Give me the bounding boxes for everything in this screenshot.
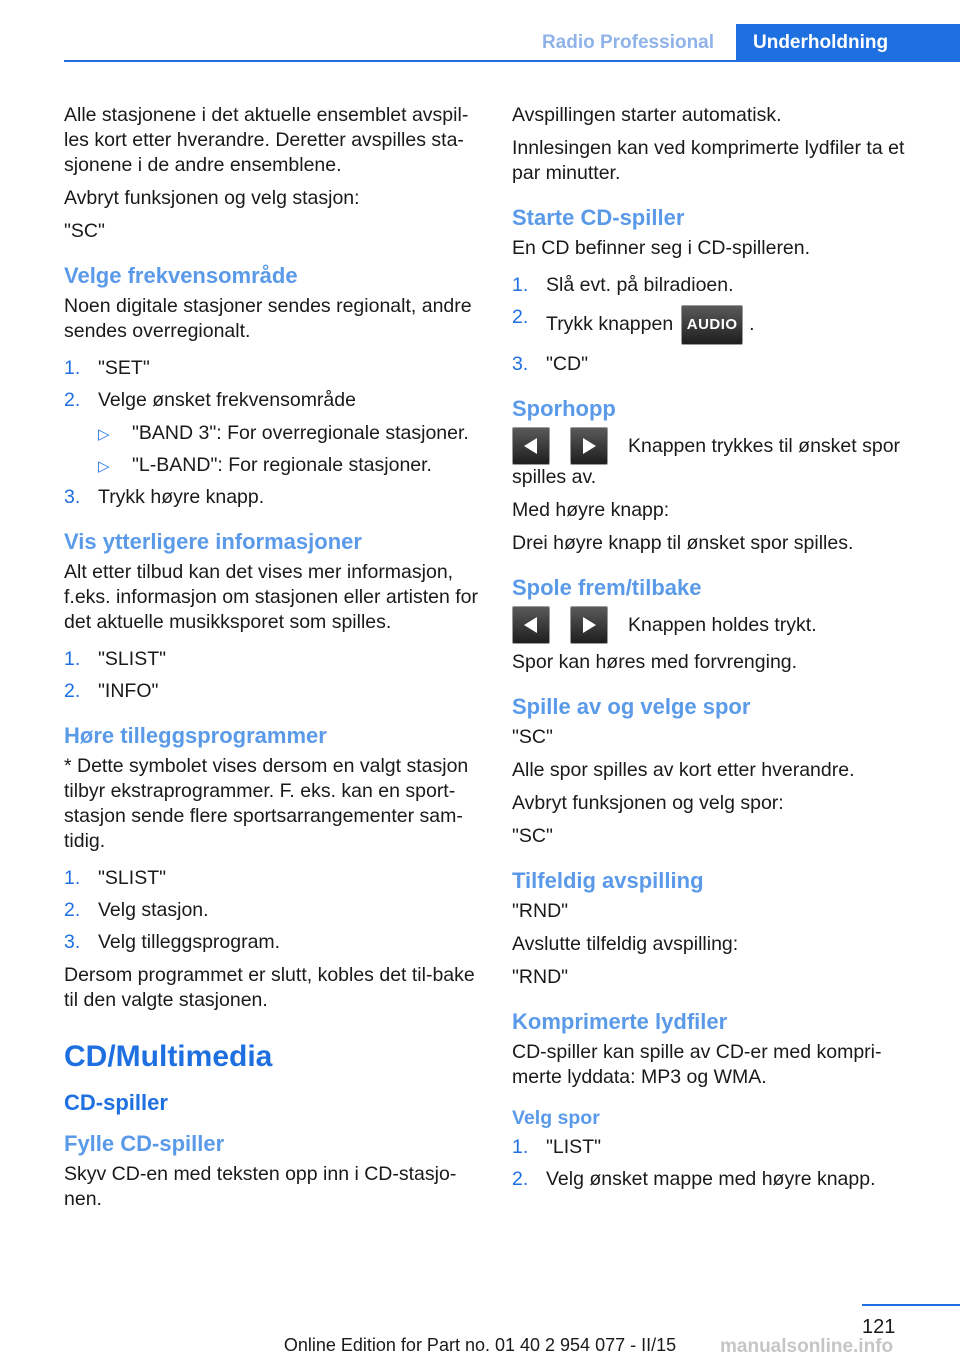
paragraph: Alt etter tilbud kan det vises mer informasjon, f.eks. informasjon om stasjonen eller artisten for det aktuelle musikksporet som spilles. [64, 561, 479, 633]
right-column [512, 103, 930, 1200]
paragraph: Med høyre knapp: [512, 499, 670, 521]
paragraph: Alle spor spilles av kort etter hverandre. [512, 759, 855, 781]
arrow-right-icon [570, 606, 608, 644]
list-item: 1. "SLIST" [64, 867, 167, 889]
footer-rule [862, 1304, 960, 1306]
paragraph: CD-spiller kan spille av CD-er med kompri-merte lyddata: MP3 og WMA. [512, 1041, 882, 1088]
paragraph: "SC" [64, 220, 105, 242]
heading-velg-spor: Velg spor [512, 1107, 600, 1129]
heading-cd-spiller: CD-spiller [64, 1090, 168, 1115]
arrow-right-icon [570, 427, 608, 465]
seek-buttons-row [512, 606, 930, 644]
heading-fylle-cd-spiller: Fylle CD-spiller [64, 1131, 225, 1156]
steps-list [64, 647, 484, 704]
list-item: 2. Velg ønsket mappe med høyre knapp. [512, 1168, 876, 1190]
list-item: 3. "CD" [512, 353, 589, 375]
list-item: 2. "INFO" [64, 680, 159, 702]
audio-button-icon: AUDIO [681, 305, 743, 345]
paragraph: Drei høyre knapp til ønsket spor spilles. [512, 532, 854, 554]
paragraph: En CD befinner seg i CD-spilleren. [512, 237, 811, 259]
paragraph: Alle stasjonene i det aktuelle ensemblet avspil-les kort etter hverandre. Deretter avspilles sta-sjonene i de andre ensemblene. [64, 104, 469, 176]
steps-list [512, 273, 930, 377]
paragraph: "RND" [512, 966, 569, 988]
list-item: 1. Slå evt. på bilradioen. [512, 274, 734, 296]
arrow-left-icon [512, 606, 550, 644]
triangle-bullet-icon: ▷ [98, 426, 110, 443]
paragraph: Spor kan høres med forvrenging. [512, 651, 798, 673]
heading-starte-cd-spiller: Starte CD-spiller [512, 205, 685, 230]
list-item: 2. Trykk knappen AUDIO . [512, 305, 930, 345]
sub-list [98, 421, 484, 478]
steps-list [64, 356, 484, 510]
triangle-bullet-icon: ▷ [98, 458, 110, 475]
list-item: 3. Trykk høyre knapp. [64, 486, 265, 508]
header-rule [64, 60, 960, 62]
watermark: manualsonline.info [720, 1336, 894, 1357]
paragraph: Dersom programmet er slutt, kobles det til-bake til den valgte stasjonen. [64, 964, 475, 1011]
paragraph: Avslutte tilfeldig avspilling: [512, 933, 739, 955]
arrow-left-icon [512, 427, 550, 465]
list-item: 1. "SLIST" [64, 648, 167, 670]
steps-list [64, 866, 484, 955]
heading-komprimerte-lydfiler: Komprimerte lydfiler [512, 1009, 728, 1034]
heading-tilfeldig-avspilling: Tilfeldig avspilling [512, 868, 704, 893]
paragraph: Avspillingen starter automatisk. [512, 104, 782, 126]
paragraph: Avbryt funksjonen og velg spor: [512, 792, 784, 814]
list-item: 1. "LIST" [512, 1136, 602, 1158]
header-tab-underholdning: Underholdning [736, 24, 960, 62]
heading-velge-frekvensomrade: Velge frekvensområde [64, 263, 298, 288]
paragraph: spilles av. [512, 466, 597, 488]
paragraph: "SC" [512, 825, 553, 847]
heading-cd-multimedia: CD/Multimedia [64, 1040, 273, 1073]
sub-list-item: ▷ "L-BAND": For regionale stasjoner. [98, 453, 484, 478]
paragraph: * Dette symbolet vises dersom en valgt stasjon tilbyr ekstraprogrammer. F. eks. kan en sport-stasjon sende flere sportsarrangementer sam-tidig. [64, 755, 469, 852]
list-item: 3. Velg tilleggsprogram. [64, 931, 281, 953]
heading-spille-av-og-velge-spor: Spille av og velge spor [512, 694, 751, 719]
paragraph: Skyv CD-en med teksten opp inn i CD-stasjo-nen. [64, 1163, 457, 1210]
heading-spole-frem-tilbake: Spole frem/tilbake [512, 575, 702, 600]
steps-list [512, 1135, 930, 1192]
list-item: 1. "SET" [64, 357, 150, 379]
paragraph: "RND" [512, 900, 569, 922]
skip-buttons-row [512, 427, 930, 465]
heading-sporhopp: Sporhopp [512, 396, 616, 421]
list-item: 2. Velg stasjon. [64, 899, 209, 921]
paragraph: "SC" [512, 726, 553, 748]
paragraph: Avbryt funksjonen og velg stasjon: [64, 187, 360, 209]
page-number: 121 [862, 1316, 896, 1338]
left-column [64, 103, 484, 1220]
skip-text: Knappen trykkes til ønsket spor [628, 434, 901, 457]
list-item: 2. Velge ønsket frekvensområde ▷ "BAND 3": For overregionale stasjoner. ▷ "L-BAND": For regionale stasjoner. [64, 388, 484, 478]
sub-list-item: ▷ "BAND 3": For overregionale stasjoner. [98, 421, 484, 446]
heading-hore-tilleggsprogrammer: Høre tilleggsprogrammer [64, 723, 327, 748]
header-tab-radio-professional: Radio Professional [541, 32, 715, 53]
paragraph: Noen digitale stasjoner sendes regionalt, andre sendes overregionalt. [64, 295, 472, 342]
heading-vis-ytterligere-informasjoner: Vis ytterligere informasjoner [64, 529, 362, 554]
edition-text: Online Edition for Part no. 01 40 2 954 077 - II/15 [283, 1335, 677, 1355]
seek-text: Knappen holdes trykt. [628, 613, 817, 636]
paragraph: Innlesingen kan ved komprimerte lydfiler ta et par minutter. [512, 137, 905, 184]
